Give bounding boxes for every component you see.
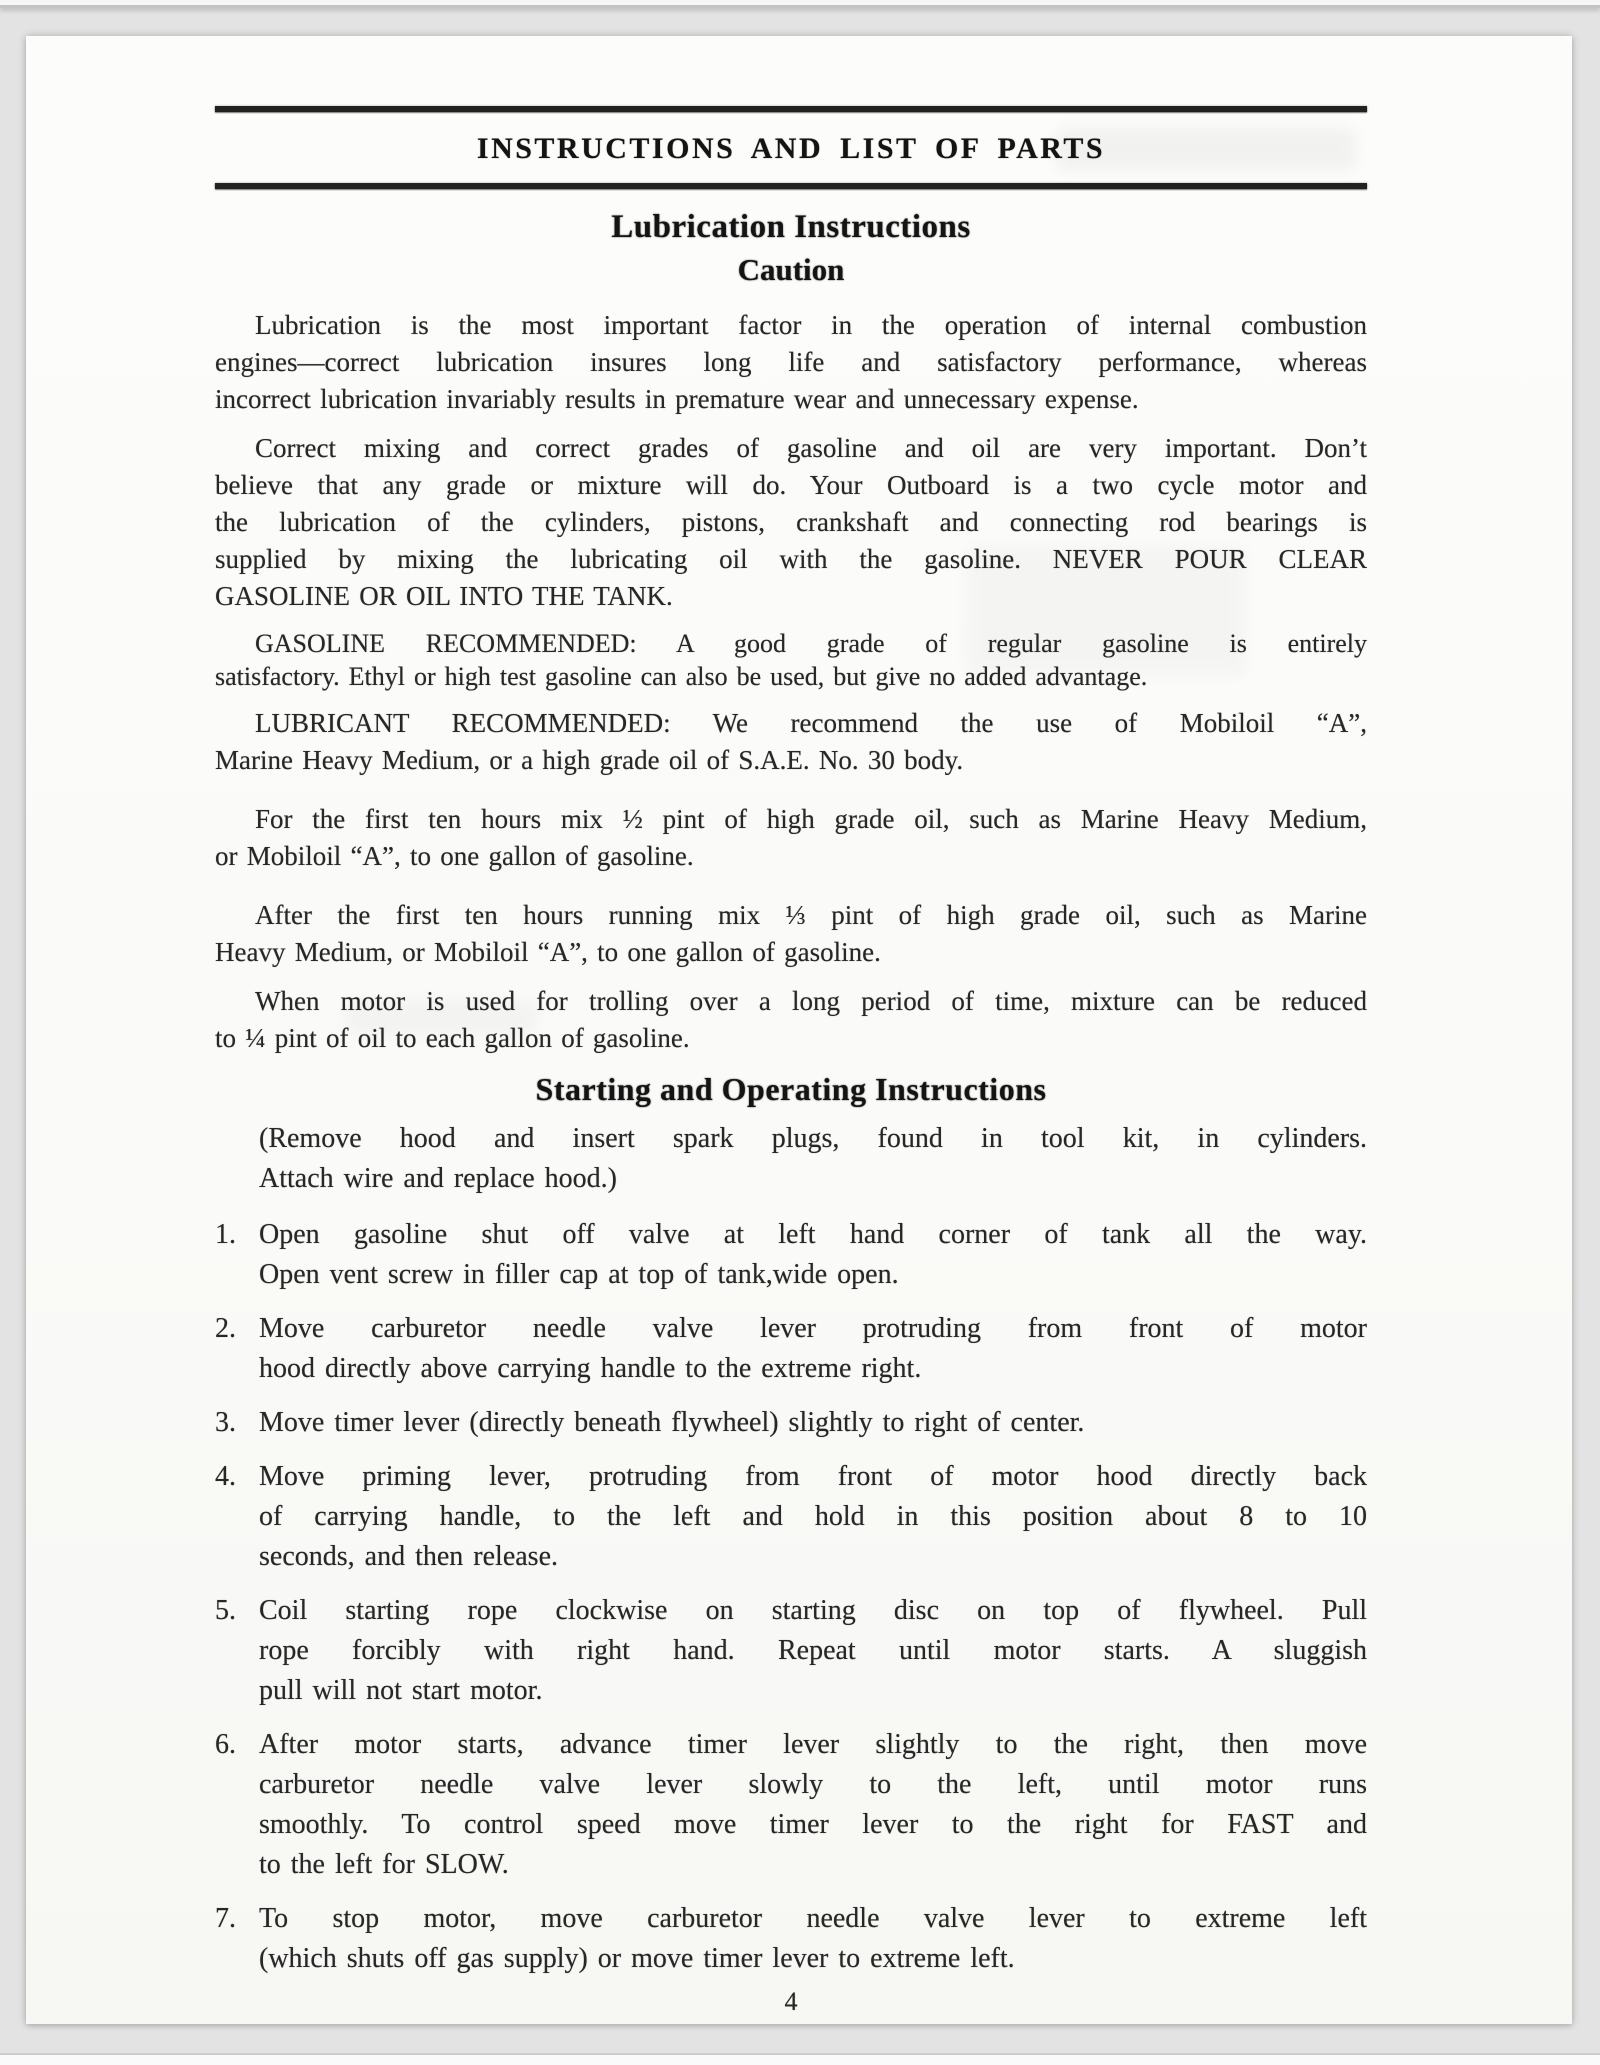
text-line: After motor starts, advance timer lever slightly to the right, then move xyxy=(259,1729,1367,1760)
step-number: 3. xyxy=(215,1407,236,1438)
paragraph xyxy=(215,627,1367,693)
operating-step xyxy=(215,1309,1367,1389)
text-line: of carrying handle, to the left and hold in this position about 8 to 10 xyxy=(259,1501,1367,1532)
text-line: seconds, and then release. xyxy=(259,1541,558,1572)
text-line: Lubrication is the most important factor in the operation of internal combustion xyxy=(255,310,1367,340)
paragraph xyxy=(215,705,1367,779)
previous-page-edge xyxy=(0,0,1600,8)
text-line: or Mobiloil “A”, to one gallon of gasoline. xyxy=(215,841,694,871)
text-line: hood directly above carrying handle to the extreme right. xyxy=(259,1353,922,1384)
step-text xyxy=(259,1725,1367,1885)
spark-plug-note xyxy=(215,1119,1367,1199)
lubrication-instructions-heading: Lubrication Instructions xyxy=(611,209,971,245)
text-line: incorrect lubrication invariably results in premature wear and unnecessary expense. xyxy=(215,384,1139,414)
step-text xyxy=(259,1403,1367,1443)
operating-step xyxy=(215,1457,1367,1577)
text-line: to the left for SLOW. xyxy=(259,1849,509,1880)
paragraph xyxy=(215,897,1367,971)
step-text xyxy=(259,1591,1367,1711)
paragraph xyxy=(215,801,1367,875)
operating-step xyxy=(215,1215,1367,1295)
text-line: For the first ten hours mix ½ pint of high grade oil, such as Marine Heavy Medium, xyxy=(255,804,1367,834)
text-line: rope forcibly with right hand. Repeat until motor starts. A sluggish xyxy=(259,1635,1367,1666)
step-number: 4. xyxy=(215,1461,236,1492)
next-page-edge xyxy=(0,2053,1600,2065)
lubrication-paragraphs xyxy=(215,307,1367,1057)
text-line: (Remove hood and insert spark plugs, found in tool kit, in cylinders. xyxy=(259,1123,1367,1154)
operating-step xyxy=(215,1899,1367,1979)
caution-heading: Caution xyxy=(737,252,845,287)
header-rule-top xyxy=(215,106,1367,112)
operating-step xyxy=(215,1403,1367,1443)
text-line: supplied by mixing the lubricating oil with the gasoline. NEVER POUR CLEAR xyxy=(215,544,1367,574)
text-line: GASOLINE OR OIL INTO THE TANK. xyxy=(215,581,673,611)
text-line: When motor is used for trolling over a long period of time, mixture can be reduced xyxy=(255,986,1367,1016)
text-line: Heavy Medium, or Mobiloil “A”, to one gallon of gasoline. xyxy=(215,937,881,967)
step-number: 2. xyxy=(215,1313,236,1344)
text-line: After the first ten hours running mix ⅓ pint of high grade oil, such as Marine xyxy=(255,900,1367,930)
text-line: To stop motor, move carburetor needle valve lever to extreme left xyxy=(259,1903,1367,1934)
paragraph xyxy=(215,307,1367,418)
operating-steps-list xyxy=(215,1215,1367,1979)
step-text xyxy=(259,1309,1367,1389)
step-text xyxy=(259,1899,1367,1979)
text-line: (which shuts off gas supply) or move timer lever to extreme left. xyxy=(259,1943,1015,1974)
page-number: 4 xyxy=(784,1987,798,2016)
text-line: the lubrication of the cylinders, pistons, crankshaft and connecting rod bearings is xyxy=(215,507,1367,537)
step-number: 6. xyxy=(215,1729,236,1760)
text-line: believe that any grade or mixture will do. Your Outboard is a two cycle motor and xyxy=(215,470,1367,500)
step-text xyxy=(259,1215,1367,1295)
text-line: Attach wire and replace hood.) xyxy=(259,1163,617,1194)
page-header-title: INSTRUCTIONS AND LIST OF PARTS xyxy=(476,132,1106,165)
text-line: pull will not start motor. xyxy=(259,1675,543,1706)
text-line: smoothly. To control speed move timer lever to the right for FAST and xyxy=(259,1809,1367,1840)
manual-page xyxy=(26,36,1572,2024)
text-line: Move timer lever (directly beneath flywheel) slightly to right of center. xyxy=(259,1407,1085,1438)
starting-operating-heading: Starting and Operating Instructions xyxy=(535,1071,1047,1107)
step-number: 5. xyxy=(215,1595,236,1626)
operating-step xyxy=(215,1725,1367,1885)
text-line: Correct mixing and correct grades of gasoline and oil are very important. Don’t xyxy=(255,433,1367,463)
text-line: Move priming lever, protruding from front of motor hood directly back xyxy=(259,1461,1367,1492)
text-line: GASOLINE RECOMMENDED: A good grade of regular gasoline is entirely xyxy=(255,629,1367,658)
operating-step xyxy=(215,1591,1367,1711)
text-line: Move carburetor needle valve lever protruding from front of motor xyxy=(259,1313,1367,1344)
step-number: 1. xyxy=(215,1219,236,1250)
text-line: carburetor needle valve lever slowly to the left, until motor runs xyxy=(259,1769,1367,1800)
text-line: LUBRICANT RECOMMENDED: We recommend the use of Mobiloil “A”, xyxy=(255,708,1367,738)
text-line: to ¼ pint of oil to each gallon of gasoline. xyxy=(215,1023,690,1053)
text-line: Coil starting rope clockwise on starting disc on top of flywheel. Pull xyxy=(259,1595,1367,1626)
paragraph xyxy=(215,983,1367,1057)
paragraph xyxy=(215,430,1367,615)
step-number: 7. xyxy=(215,1903,236,1934)
text-line: satisfactory. Ethyl or high test gasoline can also be used, but give no added advantage. xyxy=(215,662,1148,691)
page-content xyxy=(215,36,1367,2017)
header-rule-bottom xyxy=(215,183,1367,189)
text-line: engines—correct lubrication insures long life and satisfactory performance, whereas xyxy=(215,347,1367,377)
text-line: Open gasoline shut off valve at left hand corner of tank all the way. xyxy=(259,1219,1367,1250)
text-line: Marine Heavy Medium, or a high grade oil of S.A.E. No. 30 body. xyxy=(215,745,964,775)
text-line: Open vent screw in filler cap at top of tank,wide open. xyxy=(259,1259,899,1290)
step-text xyxy=(259,1457,1367,1577)
